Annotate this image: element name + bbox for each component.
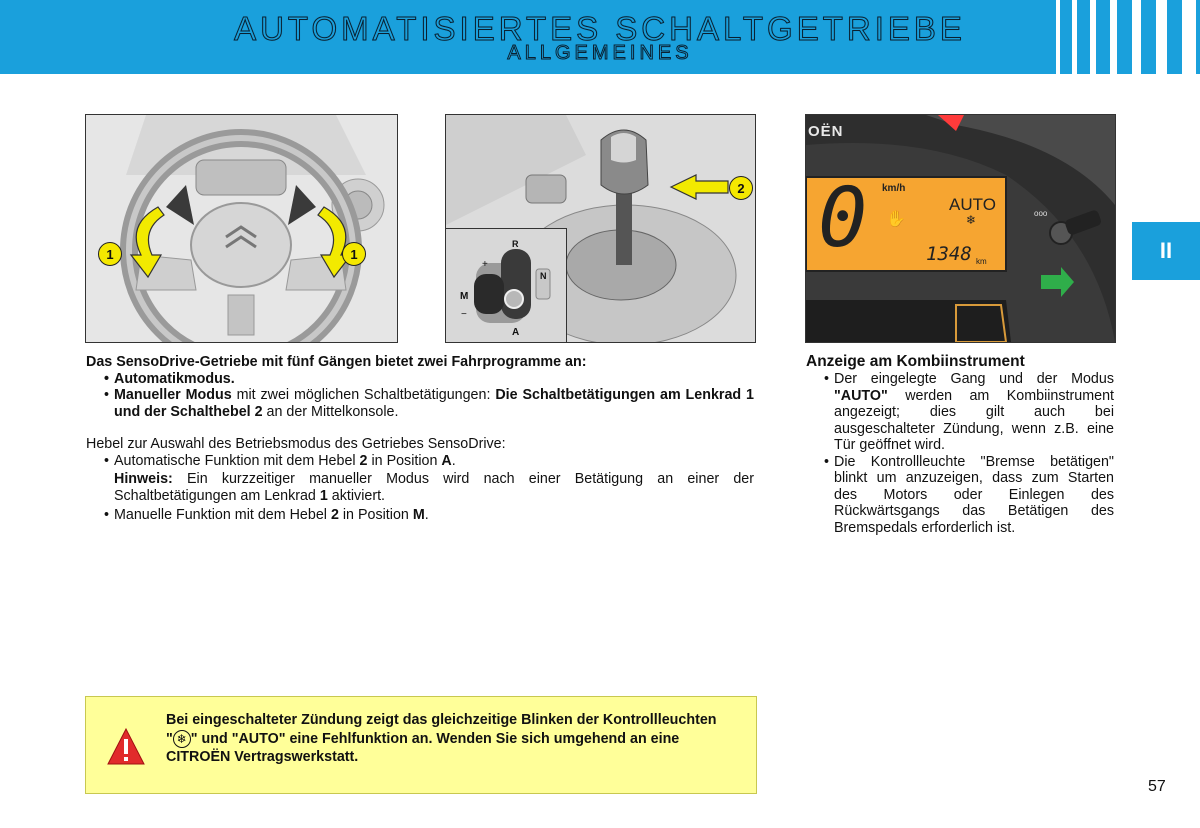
gear-display-auto: "AUTO" xyxy=(834,387,888,404)
right-text-block xyxy=(806,352,1114,536)
manual-position-text: in Position xyxy=(338,507,413,523)
bullet-automatic-mode: • Automatikmodus. xyxy=(100,371,754,388)
bullet-gear-display xyxy=(820,371,1114,454)
chapter-tab: II xyxy=(1132,222,1200,280)
steering-wheel-figure xyxy=(85,114,398,343)
auto-position-text: in Position xyxy=(367,452,442,469)
callout-1-right: 1 xyxy=(342,242,366,266)
cluster-button-label: ooo xyxy=(1034,209,1048,218)
snowflake-icon: ❄ xyxy=(966,213,977,227)
mode-auto: AUTO xyxy=(949,195,996,214)
page-title: AUTOMATISIERTES SCHALTGETRIEBE xyxy=(234,10,966,47)
bullet-manual-function xyxy=(100,507,754,524)
instrument-cluster-figure xyxy=(805,114,1116,343)
auto-lever-number: 2 xyxy=(359,452,368,469)
hint-number: 1 xyxy=(319,487,328,504)
seatbelt-icon: ✋ xyxy=(886,211,906,228)
gate-label-n: N xyxy=(540,271,547,281)
odometer: 1348 xyxy=(926,243,972,265)
manual-mode-text: mit zwei möglichen Schaltbetätigungen: xyxy=(231,387,496,403)
snowflake-icon: ❄ xyxy=(173,730,191,748)
gear-gate-illustration xyxy=(446,229,566,343)
manual-mode-label: Manueller Modus xyxy=(114,387,232,403)
speed-unit: km/h xyxy=(882,183,906,194)
gear-display-text2: werden am Kombiinstrument angezeigt; dies gilt auch bei ausgeschalteter Zündung, wenn z.B. eine Tür geöffnet wird. xyxy=(834,387,1114,453)
hint-body: Ein kurzzeitiger manueller Modus wird nach einer Betätigung an einer der Schaltbetätigungen am Lenkrad xyxy=(114,471,754,504)
gear-digit: 0 xyxy=(818,171,868,266)
odometer-unit: km xyxy=(976,257,987,266)
page-number: 57 xyxy=(1148,778,1166,795)
bullet-auto-function xyxy=(100,453,754,470)
gate-label-m: M xyxy=(460,291,469,302)
bullet-manual-mode xyxy=(100,387,754,420)
hint-text xyxy=(114,471,754,504)
hint-end: aktiviert. xyxy=(327,487,386,504)
bullet-brake-warning: • Die Kontrollleuchte "Bremse betätigen" blinkt um anzuzeigen, dass zum Starten des Motors oder Einlegen des Rückwärtsgangs das Betätigen des Bremspedals erforderlich ist. xyxy=(820,454,1114,537)
callout-1-left: 1 xyxy=(98,242,122,266)
brand-logo-text: OËN xyxy=(808,123,844,140)
warning-line-2 xyxy=(166,730,746,749)
warning-box xyxy=(85,696,757,794)
gate-label-a: A xyxy=(512,327,520,338)
cluster-heading: Anzeige am Kombiinstrument xyxy=(806,353,1025,370)
gear-gate-inset xyxy=(446,228,567,343)
manual-mode-controls: Die Schaltbetätigungen am Lenkrad 1 und der Schalthebel 2 xyxy=(114,387,754,420)
manual-end: . xyxy=(424,507,429,523)
hint-label: Hinweis: xyxy=(114,471,173,487)
steering-wheel-illustration xyxy=(86,115,397,342)
auto-end: . xyxy=(451,452,456,469)
gear-display-text: Der eingelegte Gang und der Modus xyxy=(834,371,1114,387)
intro-text: Das SensoDrive-Getriebe mit fünf Gängen bietet zwei Fahrprogramme an: xyxy=(86,354,587,370)
warning-triangle-icon xyxy=(106,727,146,767)
main-text-block xyxy=(86,354,754,524)
lever-intro: Hebel zur Auswahl des Betriebsmodus des Getriebes SensoDrive: xyxy=(86,436,506,452)
manual-lever-number: 2 xyxy=(330,507,339,523)
manual-position: M xyxy=(412,507,425,523)
gear-lever-figure xyxy=(445,114,756,343)
manual-function-text: Manuelle Funktion mit dem Hebel xyxy=(114,507,331,523)
warning-line-3: CITROËN Vertragswerkstatt. xyxy=(166,749,359,765)
gate-label-r: R xyxy=(512,239,519,249)
gate-label-minus: − xyxy=(461,309,467,320)
auto-position: A xyxy=(441,452,452,469)
gate-label-plus: + xyxy=(482,259,488,270)
callout-2: 2 xyxy=(729,176,753,200)
page-header xyxy=(0,0,1200,74)
warning-line-2-text: " und "AUTO" eine Fehlfunktion an. Wenden Sie sich umgehend an eine xyxy=(190,730,680,747)
header-stripes xyxy=(1042,0,1200,74)
warning-quote-open: " xyxy=(166,730,173,747)
warning-line-1: Bei eingeschalteter Zündung zeigt das gleichzeitige Blinken der Kontrollleuchten xyxy=(166,712,717,728)
page-subtitle: ALLGEMEINES xyxy=(507,42,693,64)
manual-mode-text2: an der Mittelkonsole. xyxy=(262,403,399,420)
warning-text xyxy=(166,711,746,767)
auto-function-text: Automatische Funktion mit dem Hebel xyxy=(114,452,360,469)
